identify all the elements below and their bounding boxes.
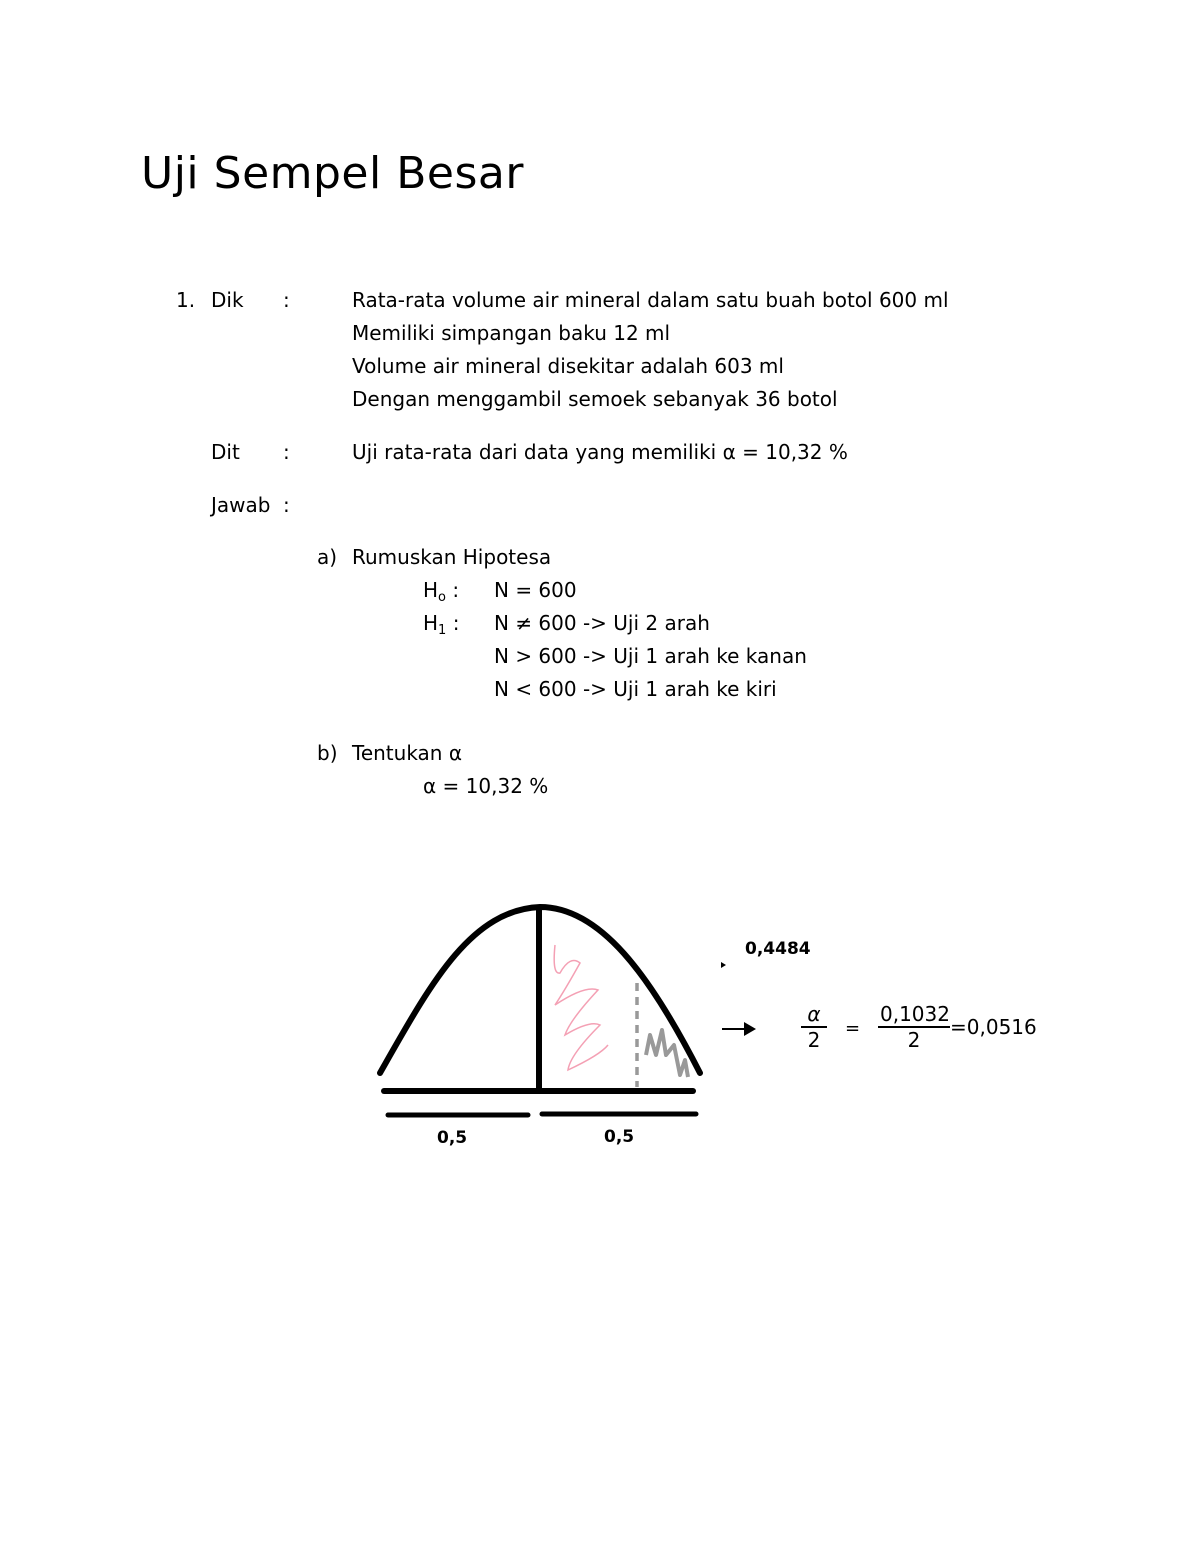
page-title: Uji Sempel Besar: [141, 148, 524, 199]
dik-colon: :: [283, 288, 290, 312]
h0-label: [423, 578, 459, 610]
area-label: 0,4484: [745, 939, 811, 959]
h0-main: H: [423, 578, 439, 602]
h1-line-2: N > 600 -> Uji 1 arah ke kanan: [494, 644, 807, 668]
pink-scribble: [554, 945, 608, 1070]
dik-line-2: Memiliki simpangan baku 12 ml: [352, 321, 671, 345]
alpha-denominator: 2: [807, 1028, 821, 1052]
dik-line-3: Volume air mineral disekitar adalah 603 ml: [352, 354, 784, 378]
dot-marker: [720, 960, 728, 970]
left-half-label: 0,5: [437, 1128, 468, 1148]
normal-curve-figure: [370, 895, 710, 1135]
alpha-over-two: [801, 1002, 827, 1052]
step-a-marker: a): [317, 545, 338, 569]
h0-colon: :: [452, 578, 460, 602]
h1-line-3: N < 600 -> Uji 1 arah ke kiri: [494, 677, 777, 701]
dik-label: Dik: [211, 288, 244, 312]
alpha-value: α = 10,32 %: [423, 774, 549, 798]
value-over-two: [878, 1002, 950, 1052]
dik-line-4: Dengan menggambil semoek sebanyak 36 botol: [352, 387, 838, 411]
jawab-label: Jawab: [211, 493, 271, 517]
h0-text: N = 600: [494, 578, 577, 602]
dit-text: Uji rata-rata dari data yang memiliki α = 10,32 %: [352, 440, 848, 464]
value-denominator: 2: [907, 1028, 921, 1052]
dit-colon: :: [283, 440, 290, 464]
h0-sub: o: [438, 590, 447, 605]
item-number: 1.: [176, 288, 196, 312]
alpha-numerator: α: [801, 1002, 827, 1028]
h1-main: H: [423, 611, 439, 635]
h1-line-1: N ≠ 600 -> Uji 2 arah: [494, 611, 710, 635]
dit-label: Dit: [211, 440, 240, 464]
right-half-label: 0,5: [604, 1127, 635, 1147]
step-b-heading: Tentukan α: [352, 741, 463, 765]
step-a-heading: Rumuskan Hipotesa: [352, 545, 552, 569]
jawab-colon: :: [283, 493, 290, 517]
equals-sign: =: [845, 1018, 861, 1039]
step-b-marker: b): [317, 741, 338, 765]
dik-line-1: Rata-rata volume air mineral dalam satu buah botol 600 ml: [352, 288, 949, 312]
formula-result: =0,0516: [950, 1015, 1037, 1039]
arrow-right-icon: [720, 1018, 760, 1040]
h1-label: [423, 611, 459, 643]
h1-colon: :: [452, 611, 460, 635]
h1-sub: 1: [438, 623, 447, 638]
value-numerator: 0,1032: [880, 1002, 950, 1026]
